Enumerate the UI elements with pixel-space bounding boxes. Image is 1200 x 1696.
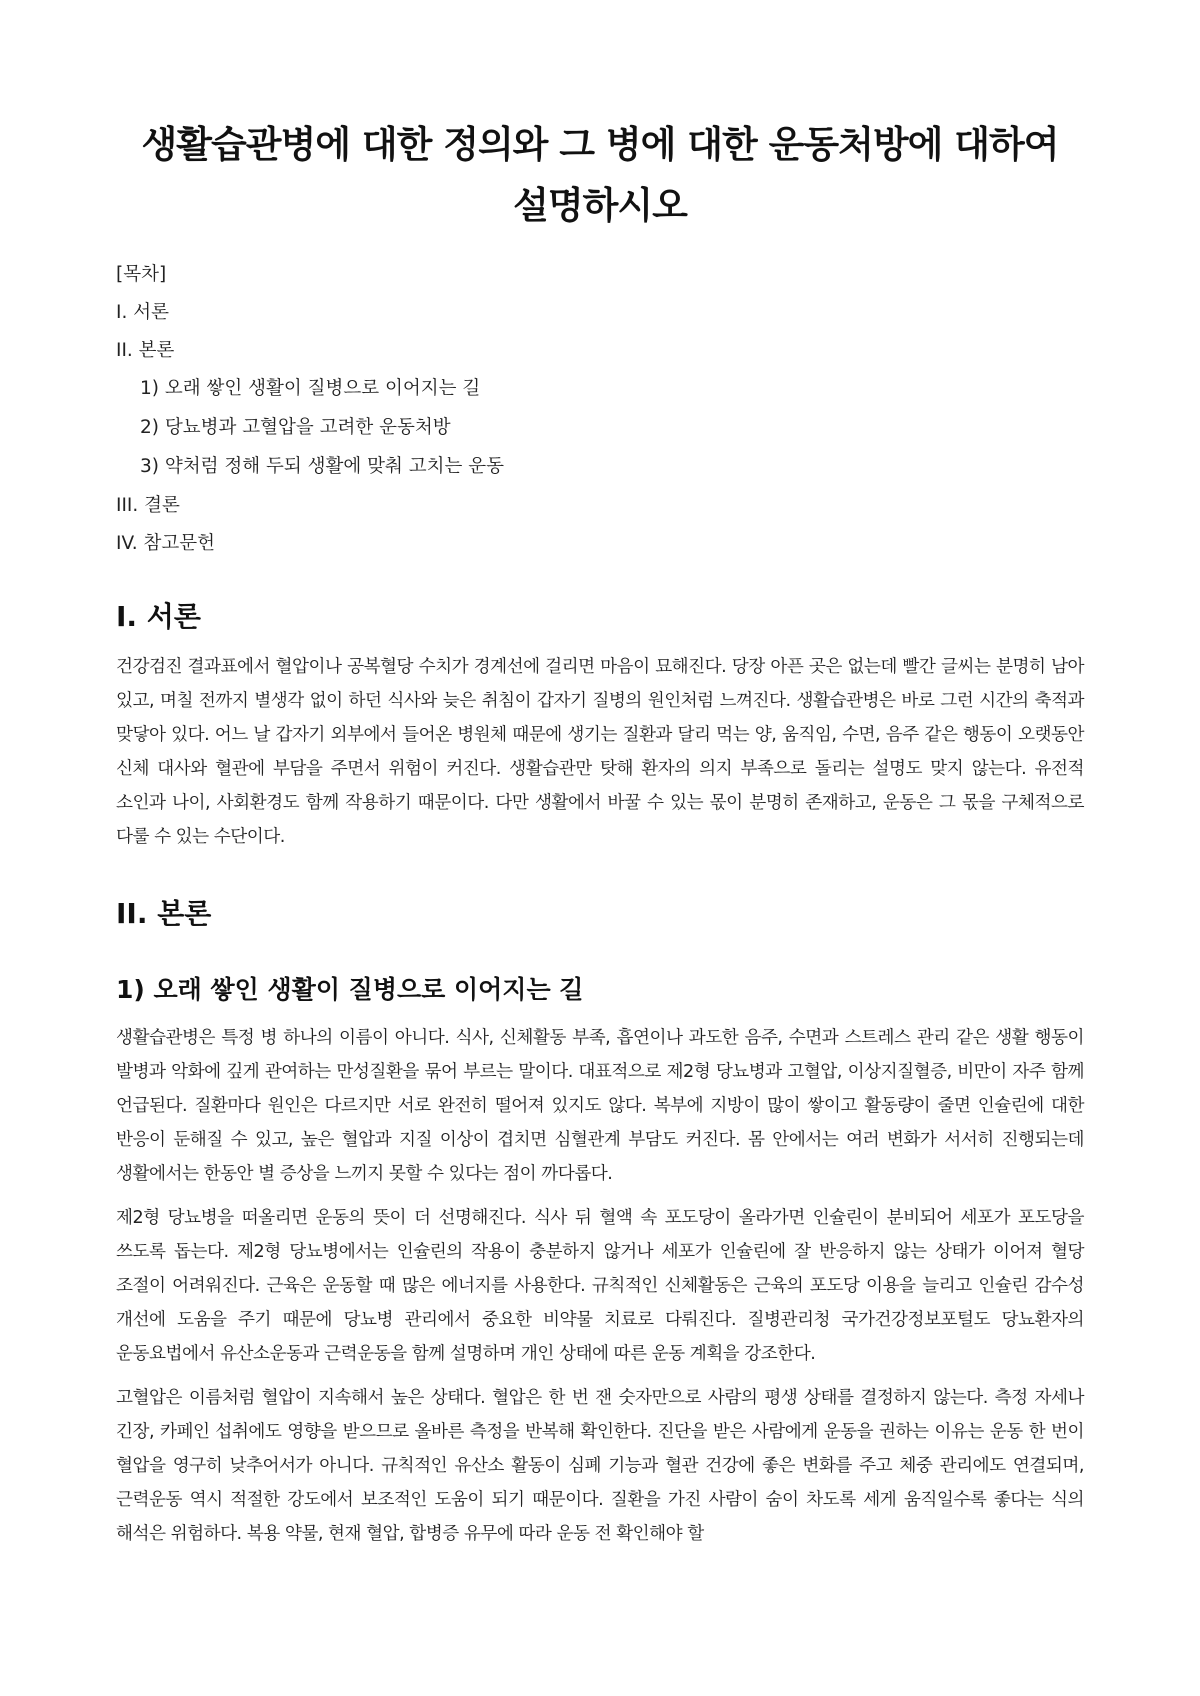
toc-item-body-1: 1) 오래 쌓인 생활이 질병으로 이어지는 길 (140, 378, 481, 399)
document-title: 생활습관병에 대한 정의와 그 병에 대한 운동처방에 대하여 설명하시오 (141, 123, 1059, 227)
body-paragraph-1: 생활습관병은 특정 병 하나의 이름이 아니다. 식사, 신체활동 부족, 흡연이나 과도한 음주, 수면과 스트레스 관리 같은 생활 행동이 발병과 악화에 깊게 관여하는 만성질환을 묶어 부르는 말이다. 대표적으로 제2형 당뇨병과 고혈압, 이상지질혈증, 비만이 자주 함께 언급된다. 질환마다 원인은 다르지만 서로 완전히 떨어져 있지도 않다. 복부에 지방이 많이 쌓이고 활동량이 줄면 인슐린에 대한 반응이 둔해질 수 있고, 높은 혈압과 지질 이상이 겹치면 심혈관계 부담도 커진다. 몸 안에서는 여러 변화가 서서히 진행되는데 생활에서는 한동안 별 증상을 느끼지 못할 수 있다는 점이 까다롭다. (116, 1028, 1084, 1184)
intro-paragraph: 건강검진 결과표에서 혈압이나 공복혈당 수치가 경계선에 걸리면 마음이 묘해진다. 당장 아픈 곳은 없는데 빨간 글씨는 분명히 남아 있고, 며칠 전까지 별생각 없이 하던 식사와 늦은 취침이 갑자기 질병의 원인처럼 느껴진다. 생활습관병은 바로 그런 시간의 축적과 맞닿아 있다. 어느 날 갑자기 외부에서 들어온 병원체 때문에 생기는 질환과 달리 먹는 양, 움직임, 수면, 음주 같은 행동이 오랫동안 신체 대사와 혈관에 부담을 주면서 위험이 커진다. 생활습관만 탓해 환자의 의지 부족으로 돌리는 설명도 맞지 않는다. 유전적 소인과 나이, 사회환경도 함께 작용하기 때문이다. 다만 생활에서 바꿀 수 있는 몫이 분명히 존재하고, 운동은 그 몫을 구체적으로 다룰 수 있는 수단이다. (116, 657, 1084, 847)
toc-item-conclusion: III. 결론 (116, 495, 180, 516)
toc-item-intro: I. 서론 (116, 302, 169, 323)
body-paragraph-2: 제2형 당뇨병을 떠올리면 운동의 뜻이 더 선명해진다. 식사 뒤 혈액 속 포도당이 올라가면 인슐린이 분비되어 세포가 포도당을 쓰도록 돕는다. 제2형 당뇨병에서는 인슐린의 작용이 충분하지 않거나 세포가 인슐린에 잘 반응하지 않는 상태가 이어져 혈당 조절이 어려워진다. 근육은 운동할 때 많은 에너지를 사용한다. 규칙적인 신체활동은 근육의 포도당 이용을 늘리고 인슐린 감수성 개선에 도움을 주기 때문에 당뇨병 관리에서 중요한 비약물 치료로 다뤄진다. 질병관리청 국가건강정보포털도 당뇨환자의 운동요법에서 유산소운동과 근력운동을 함께 설명하며 개인 상태에 따른 운동 계획을 강조한다. (116, 1208, 1084, 1364)
section-heading-body: II. 본론 (116, 897, 212, 930)
toc-item-references: IV. 참고문헌 (116, 533, 215, 554)
section-heading-intro: I. 서론 (116, 600, 201, 633)
toc-item-body-2: 2) 당뇨병과 고혈압을 고려한 운동처방 (140, 417, 451, 438)
table-of-contents (116, 262, 1084, 557)
toc-item-body: II. 본론 (116, 340, 175, 361)
body-paragraph-3: 고혈압은 이름처럼 혈압이 지속해서 높은 상태다. 혈압은 한 번 잰 숫자만으로 사람의 평생 상태를 결정하지 않는다. 측정 자세나 긴장, 카페인 섭취에도 영향을 받으므로 올바른 측정을 반복해 확인한다. 진단을 받은 사람에게 운동을 권하는 이유는 운동 한 번이 혈압을 영구히 낮추어서가 아니다. 규칙적인 유산소 활동이 심폐 기능과 혈관 건강에 좋은 변화를 주고 체중 관리에도 연결되며, 근력운동 역시 적절한 강도에서 보조적인 도움이 되기 때문이다. 질환을 가진 사람이 숨이 차도록 세게 움직일수록 좋다는 식의 해석은 위험하다. 복용 약물, 현재 혈압, 합병증 유무에 따라 운동 전 확인해야 할 (116, 1388, 1084, 1544)
toc-heading: [목차] (116, 264, 167, 285)
document-page (116, 0, 1084, 1551)
toc-item-body-3: 3) 약처럼 정해 두되 생활에 맞춰 고치는 운동 (140, 456, 504, 477)
subsection-heading-1: 1) 오래 쌓인 생활이 질병으로 이어지는 길 (116, 975, 584, 1004)
